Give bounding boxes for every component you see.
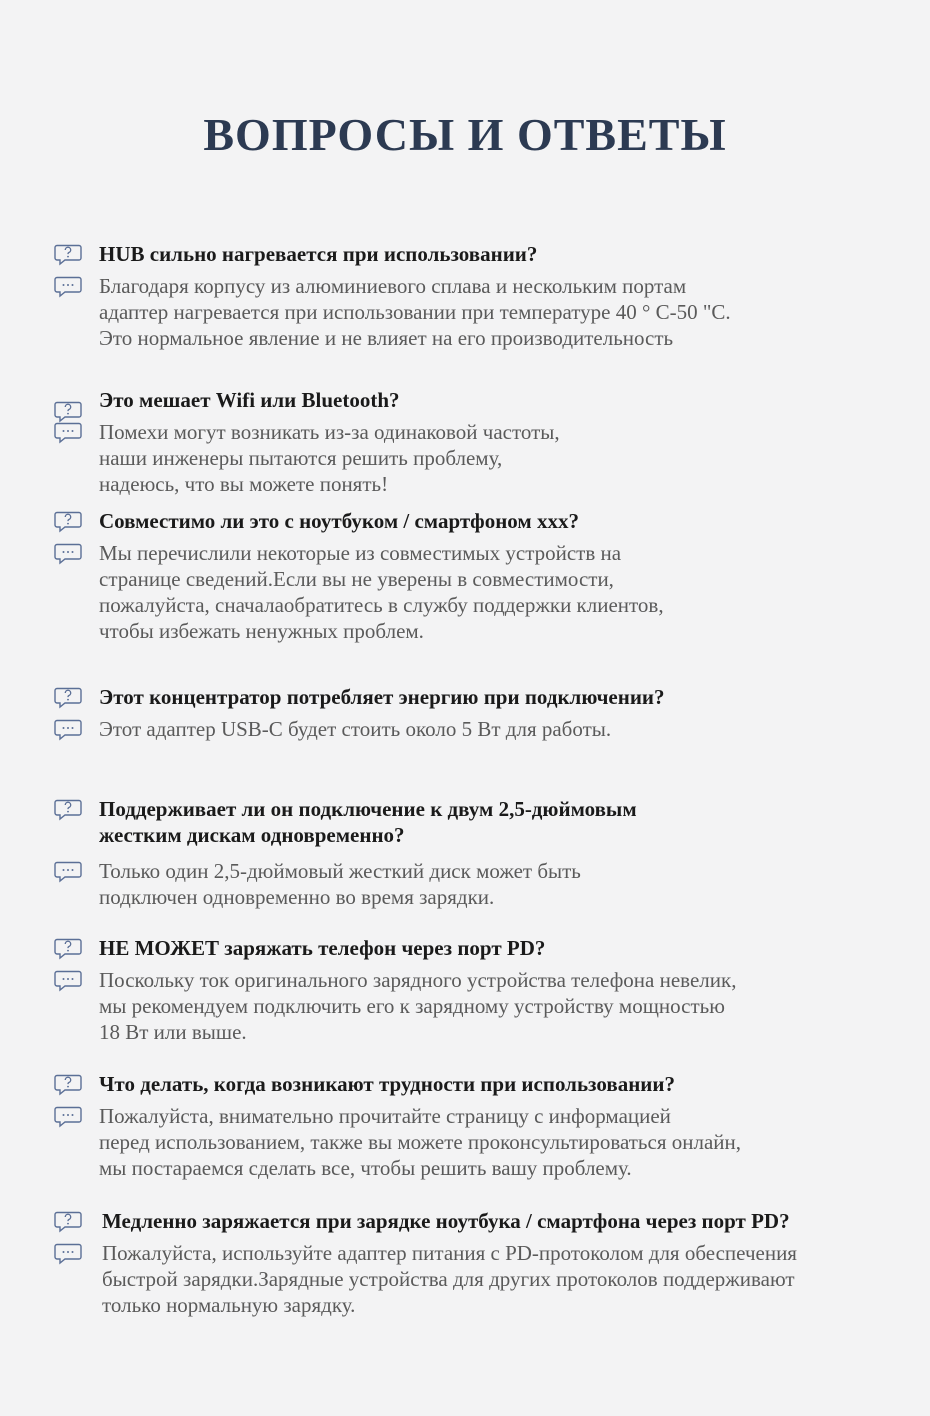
answer-text: Пожалуйста, используйте адаптер питания с PD-протоколом для обеспечения быстрой зарядки.Зарядные устройства для других протоколов поддерживают только нормальную зарядку.	[102, 1241, 797, 1317]
question-text: Поддерживает ли он подключение к двум 2,5-дюймовым жестким дискам одновременно?	[99, 797, 637, 847]
answer-text: Мы перечислили некоторые из совместимых устройств на странице сведений.Если вы не уверены в совместимости, пожалуйста, сначалаобратитесь в службу поддержки клиентов, чтобы избежать ненужных проблем.	[99, 541, 664, 643]
question-row	[54, 1071, 904, 1097]
answer-row	[54, 273, 904, 351]
question-row	[54, 241, 904, 267]
faq-item-7	[54, 1071, 904, 1181]
page-title: ВОПРОСЫ И ОТВЕТЫ	[203, 109, 727, 160]
question-bubble-icon	[54, 938, 82, 960]
question-text: Этот концентратор потребляет энергию при подключении?	[99, 685, 665, 709]
answer-bubble-icon	[54, 970, 82, 992]
faq-item-3	[54, 508, 904, 644]
question-text: Совместимо ли это с ноутбуком / смартфоном ххх?	[99, 509, 579, 533]
answer-row	[54, 540, 904, 644]
faq-item-4	[54, 684, 904, 742]
question-text: Что делать, когда возникают трудности при использовании?	[99, 1072, 675, 1096]
answer-bubble-icon	[54, 861, 82, 883]
answer-row	[54, 858, 904, 910]
question-bubble-icon	[54, 511, 82, 533]
answer-text: Только один 2,5-дюймовый жесткий диск может быть подключен одновременно во время зарядки.	[99, 859, 581, 909]
answer-row	[54, 419, 904, 497]
question-row	[54, 935, 904, 961]
question-row	[54, 508, 904, 534]
question-bubble-icon	[54, 1074, 82, 1096]
question-text: НЕ МОЖЕТ заряжать телефон через порт PD?	[99, 936, 546, 960]
question-bubble-icon	[54, 799, 82, 821]
faq-item-2	[54, 387, 904, 497]
answer-bubble-icon	[54, 1243, 82, 1265]
answer-bubble-icon	[54, 276, 82, 298]
answer-bubble-icon	[54, 422, 82, 444]
question-bubble-icon	[54, 1211, 82, 1233]
answer-text: Помехи могут возникать из-за одинаковой частоты, наши инженеры пытаются решить проблему, надеюсь, что вы можете понять!	[99, 420, 560, 496]
answer-bubble-icon	[54, 1106, 82, 1128]
faq-item-5	[54, 796, 904, 910]
question-row	[54, 684, 904, 710]
answer-bubble-icon	[54, 719, 82, 741]
question-row	[54, 796, 904, 848]
faq-item-1	[54, 241, 904, 351]
answer-row	[54, 1240, 914, 1318]
faq-item-8	[54, 1208, 914, 1318]
question-text: Это мешает Wifi или Bluetooth?	[99, 388, 400, 412]
answer-text: Пожалуйста, внимательно прочитайте страницу с информацией перед использованием, также вы можете проконсультироваться онлайн, мы постараемся сделать все, чтобы решить вашу проблему.	[99, 1104, 742, 1180]
answer-row	[54, 967, 904, 1045]
faq-item-6	[54, 935, 904, 1045]
answer-bubble-icon	[54, 543, 82, 565]
answer-text: Этот адаптер USB-C будет стоить около 5 Вт для работы.	[99, 717, 612, 741]
answer-text: Поскольку ток оригинального зарядного устройства телефона невелик, мы рекомендуем подключить его к зарядному устройству мощностью 18 Вт или выше.	[99, 968, 737, 1044]
answer-text: Благодаря корпусу из алюминиевого сплава и нескольким портам адаптер нагревается при использовании при температуре 40 ° C-50 "C. Это нормальное явление и не влияет на его производительность	[99, 274, 731, 350]
question-row	[54, 1208, 914, 1234]
question-row	[54, 387, 904, 413]
question-text: HUB сильно нагревается при использовании?	[99, 242, 538, 266]
question-bubble-icon	[54, 687, 82, 709]
answer-row	[54, 1103, 904, 1181]
question-bubble-icon	[54, 244, 82, 266]
answer-row	[54, 716, 904, 742]
question-text: Медленно заряжается при зарядке ноутбука / смартфона через порт PD?	[102, 1209, 790, 1233]
